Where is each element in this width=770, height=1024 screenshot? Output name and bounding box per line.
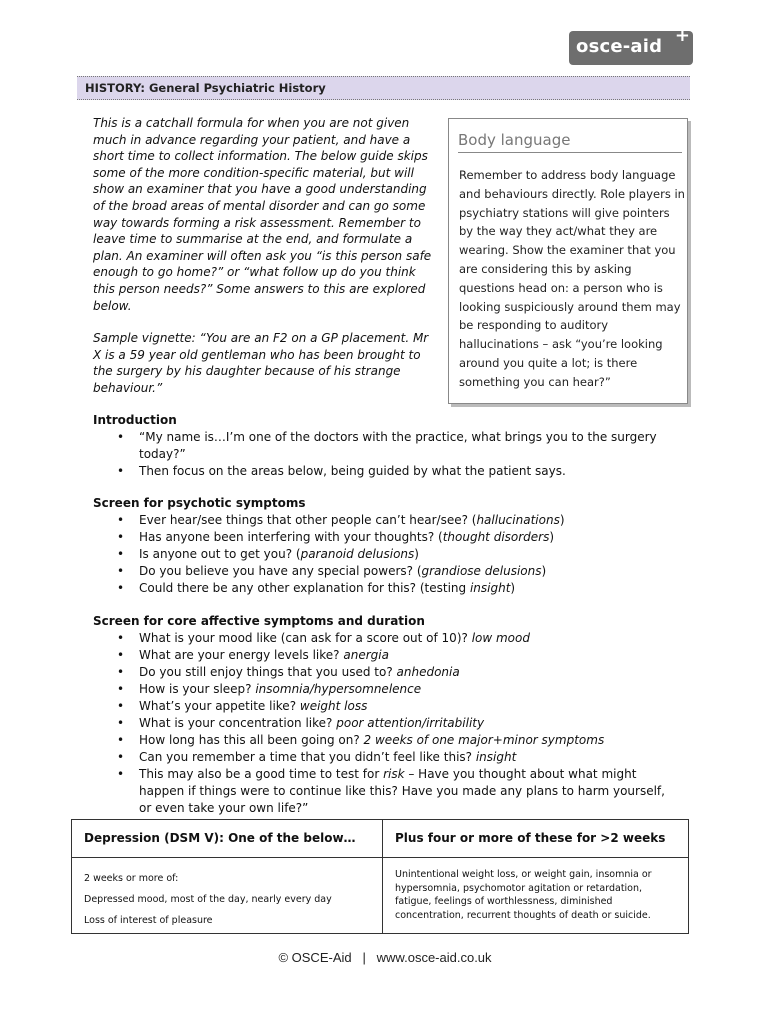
logo-text: osce-aid [576, 36, 663, 57]
body-language-text: Remember to address body language and behaviours directly. Role players in psychiatry stations will give pointers by the way they act/what they are wearing. Show the examiner that you are considering this by asking questions head on: a person who is looking suspiciously around them may be responding to auditory hallucinations – ask “you’re looking around you quite a lot; is there something you can hear?” [459, 168, 685, 389]
logo-plus-icon: + [674, 25, 690, 46]
affective-section [93, 613, 673, 817]
body-language-box [448, 118, 688, 404]
list-item: • Do you believe you have any special powers? (grandiose delusions) [139, 563, 673, 580]
intro-paragraph: This is a catchall formula for when you are not given much in advance regarding your patient, and have a short time to collect information. The below guide skips some of the more condition-specific material, but will show an examiner that you have a good understanding of the broad areas of mental disorder and can go some way towards forming a risk assessment. Remember to leave time to summarise at the end, and formulate a plan. An examiner will often ask you “is this person safe enough to go home?” or “what follow up do you think this person needs?” Some answers to this are explored below. [93, 116, 432, 313]
intro-text-block [93, 115, 438, 413]
page-title: HISTORY: General Psychiatric History [85, 81, 326, 95]
osce-aid-logo [569, 25, 693, 65]
list-item: • Can you remember a time that you didn’t feel like this? insight [139, 749, 673, 766]
dsm-right-cell: Unintentional weight loss, or weight gain, insomnia or hypersomnia, psychomotor agitation or retardation, fatigue, feelings of worthlessness, diminished concentration, recurrent thoughts of death or suicide. [395, 869, 652, 921]
list-item: • Then focus on the areas below, being guided by what the patient says. [139, 463, 673, 480]
section-header-bar [77, 76, 690, 100]
affective-list [93, 630, 673, 817]
list-item: • What is your concentration like? poor attention/irritability [139, 715, 673, 732]
list-item: • What is your mood like (can ask for a score out of 10)? low mood [139, 630, 673, 647]
list-item: • Ever hear/see things that other people can’t hear/see? (hallucinations) [139, 512, 673, 529]
list-item: • What’s your appetite like? weight loss [139, 698, 673, 715]
introduction-section [93, 412, 673, 480]
dsm-right-header: Plus four or more of these for >2 weeks [383, 820, 688, 858]
dsm-left-line: Loss of interest of pleasure [84, 915, 213, 926]
dsm-left-cell [72, 858, 383, 933]
dsm-left-header: Depression (DSM V): One of the below… [72, 820, 383, 858]
footer-text: © OSCE-Aid | www.osce-aid.co.uk [278, 950, 492, 965]
introduction-heading: Introduction [93, 413, 177, 427]
list-item: • How long has this all been going on? 2 weeks of one major+minor symptoms [139, 732, 673, 749]
body-language-title: Body language [458, 131, 682, 153]
list-item: • “My name is…I’m one of the doctors with the practice, what brings you to the surgery today?” [139, 429, 673, 463]
introduction-list [93, 429, 673, 480]
list-item: • Do you still enjoy things that you used to? anhedonia [139, 664, 673, 681]
dsm-left-line: Depressed mood, most of the day, nearly every day [84, 894, 332, 905]
dsm-criteria-table [71, 819, 689, 934]
list-item: • How is your sleep? insomnia/hypersomnelence [139, 681, 673, 698]
sample-vignette: Sample vignette: “You are an F2 on a GP placement. Mr X is a 59 year old gentleman who has been brought to the surgery by his daughter because of his strange behaviour.” [93, 331, 429, 395]
list-item: • Could there be any other explanation for this? (testing insight) [139, 580, 673, 597]
list-item: • Has anyone been interfering with your thoughts? (thought disorders) [139, 529, 673, 546]
dsm-left-line: 2 weeks or more of: [84, 873, 179, 884]
list-item: • This may also be a good time to test for risk – Have you thought about what might happen if things were to continue like this? Have you made any plans to harm yourself, or even take your own life?” [139, 766, 673, 817]
psychotic-list [93, 512, 673, 597]
psychotic-section [93, 495, 673, 597]
affective-heading: Screen for core affective symptoms and duration [93, 614, 425, 628]
psychotic-heading: Screen for psychotic symptoms [93, 496, 306, 510]
list-item: • Is anyone out to get you? (paranoid delusions) [139, 546, 673, 563]
list-item: • What are your energy levels like? anergia [139, 647, 673, 664]
